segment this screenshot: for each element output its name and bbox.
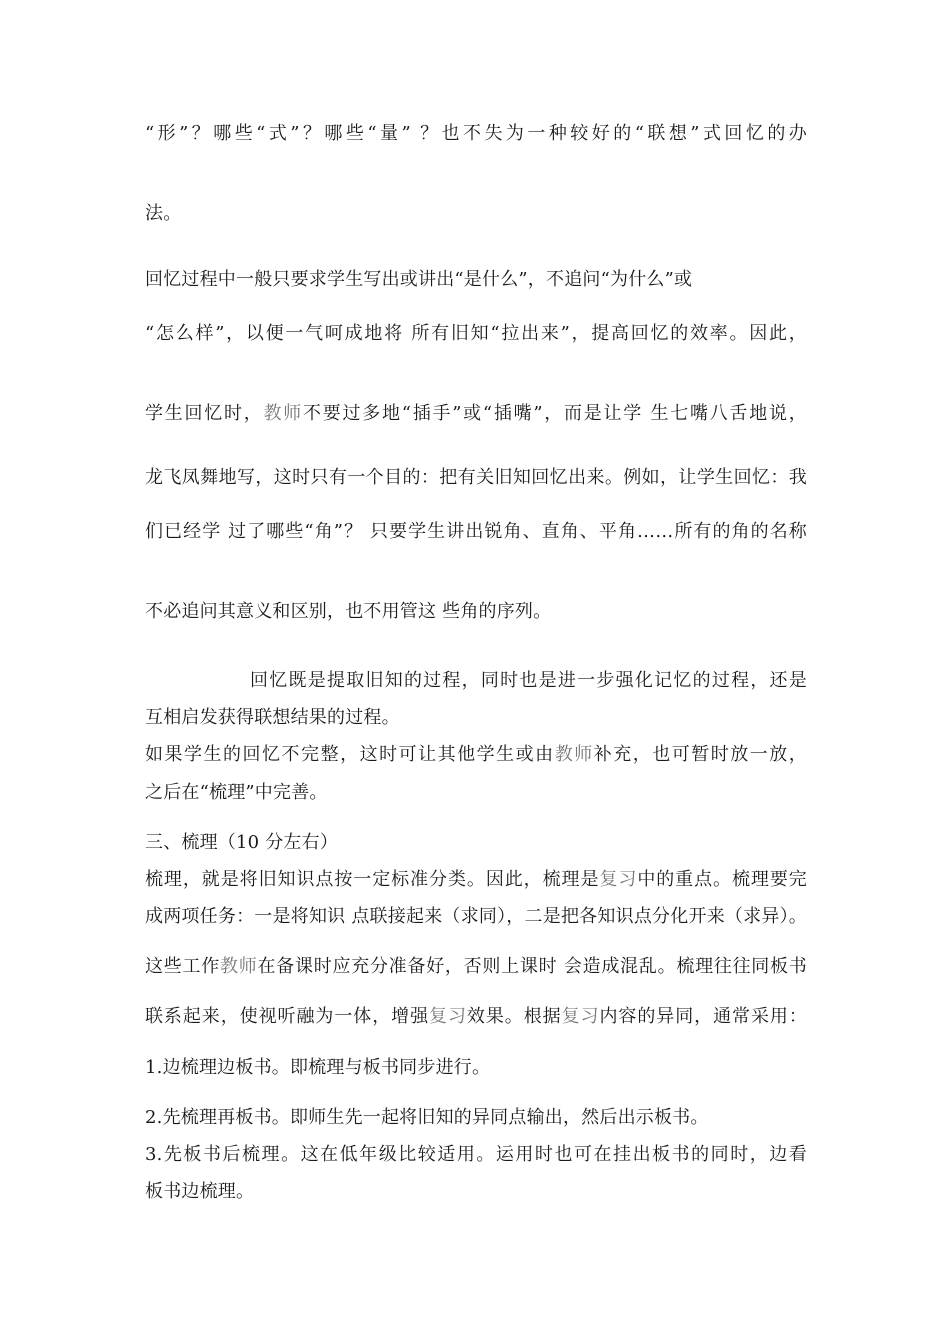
- teacher-link[interactable]: 教师: [219, 956, 258, 977]
- paragraph-line: “怎么样”，以便一气呵成地将 所有旧知“拉出来”，提高回忆的效率。因此，: [145, 323, 807, 344]
- paragraph-line: 成两项任务：一是将知识 点联接起来（求同），二是把各知识点分化开来（求异）。: [145, 906, 807, 927]
- paragraph-line: 如果学生的回忆不完整，这时可让其他学生或由教师补充，也可暂时放一放，: [145, 744, 808, 765]
- paragraph-line: 龙飞凤舞地写，这时只有一个目的：把有关旧知回忆出来。例如，让学生回忆：我: [145, 467, 807, 488]
- paragraph-line: 互相启发获得联想结果的过程。: [145, 707, 400, 728]
- paragraph-line: 不必追问其意义和区别，也不用管这 些角的序列。: [145, 601, 552, 622]
- paragraph-line: 联系起来，使视听融为一体，增强复习效果。根据复习内容的异同，通常采用：: [145, 1006, 808, 1027]
- paragraph-line: 们已经学 过了哪些“角”？ 只要学生讲出锐角、直角、平角……所有的角的名称: [145, 521, 807, 542]
- list-item: 2.先梳理再板书。即师生先一起将旧知的异同点输出，然后出示板书。: [145, 1107, 709, 1128]
- paragraph-line: 这些工作教师在备课时应充分准备好，否则上课时 会造成混乱。梳理往往同板书: [145, 956, 807, 977]
- teacher-link[interactable]: 教师: [263, 403, 303, 424]
- teacher-link[interactable]: 教师: [554, 744, 594, 765]
- paragraph-line: 之后在“梳理”中完善。: [145, 782, 328, 803]
- list-item: 3.先板书后梳理。这在低年级比较适用。运用时也可在挂出板书的同时，边看: [145, 1144, 807, 1165]
- paragraph-line: 梳理，就是将旧知识点按一定标准分类。因此，梳理是复习中的重点。梳理要完: [145, 869, 807, 890]
- section-heading: 三、梳理（10 分左右）: [145, 832, 339, 853]
- paragraph-line: 法。: [145, 203, 182, 224]
- paragraph-line: “形”？哪些“式”？哪些“量” ？也不失为一种较好的“联想”式回忆的办: [145, 123, 807, 144]
- paragraph-line: 回忆过程中一般只要求学生写出或讲出“是什么”，不追问“为什么”或: [145, 269, 693, 290]
- review-link[interactable]: 复习: [599, 869, 638, 890]
- paragraph-line: 学生回忆时，教师不要过多地“插手”或“插嘴”，而是让学 生七嘴八舌地说，: [145, 403, 807, 424]
- paragraph-line: 回忆既是提取旧知的过程，同时也是进一步强化记忆的过程，还是: [250, 670, 807, 691]
- list-item: 1.边梳理边板书。即梳理与板书同步进行。: [145, 1057, 491, 1078]
- review-link[interactable]: 复习: [429, 1006, 467, 1027]
- paragraph-line: 板书边梳理。: [145, 1181, 255, 1202]
- review-link[interactable]: 复习: [561, 1006, 600, 1027]
